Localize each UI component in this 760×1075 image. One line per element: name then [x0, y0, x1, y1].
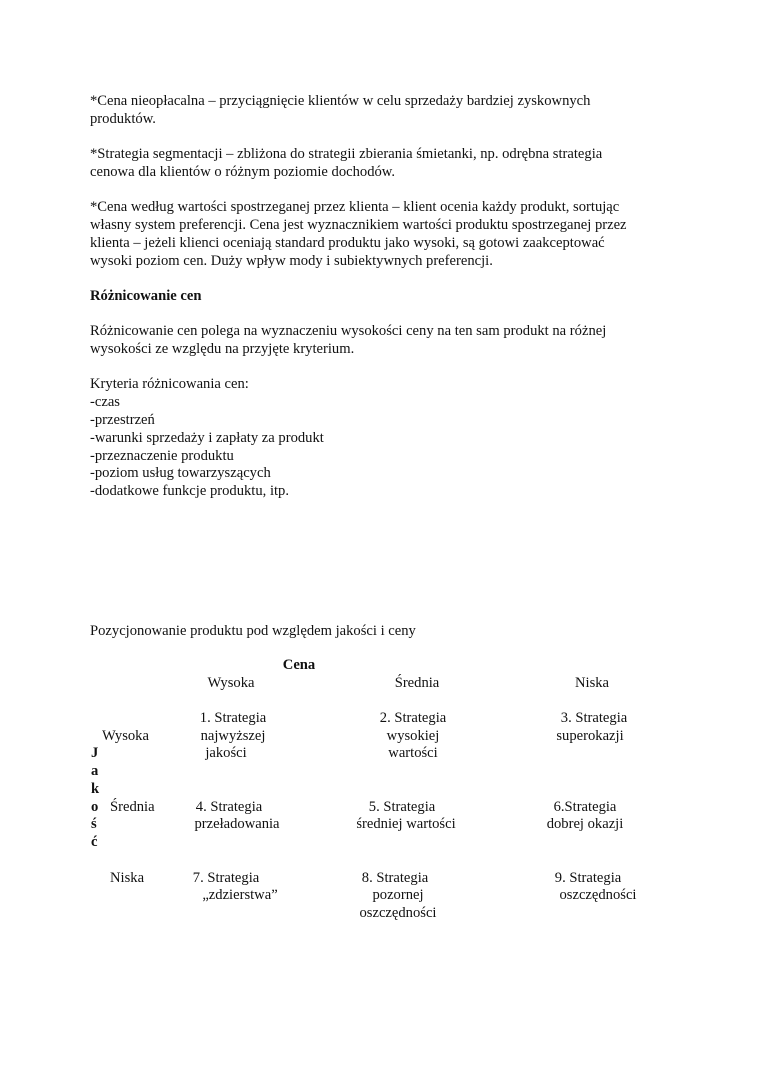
quality-level-low: Niska	[110, 870, 145, 886]
definition-line: Różnicowanie cen polega na wyznaczeniu wysokości ceny na ten sam produkt na różnej	[90, 323, 607, 339]
cell-line: oszczędności	[559, 887, 637, 903]
cell-line: „zdzierstwa”	[202, 887, 278, 903]
paragraph-line: własny system preferencji. Cena jest wyznacznikiem wartości produktu spostrzeganej przez	[90, 217, 627, 233]
price-level-low: Niska	[574, 675, 610, 691]
quality-axis-letter: J	[91, 745, 99, 761]
cell-line: jakości	[205, 745, 247, 761]
cell-line: wysokiej	[386, 728, 440, 744]
cell-line: dobrej okazji	[546, 816, 624, 832]
section-heading: Różnicowanie cen	[90, 288, 202, 304]
criteria-item: -przestrzeń	[90, 412, 155, 428]
paragraph-line: *Cena nieopłacalna – przyciągnięcie klientów w celu sprzedaży bardziej zyskownych	[90, 93, 591, 109]
quality-level-medium: Średnia	[110, 799, 155, 815]
cell-line: pozornej	[372, 887, 424, 903]
cell-line: przeładowania	[194, 816, 280, 832]
cell-line: średniej wartości	[356, 816, 456, 832]
criteria-item: -poziom usług towarzyszących	[90, 465, 271, 481]
paragraph-line: wysoki poziom cen. Duży wpływ mody i subiektywnych preferencji.	[90, 253, 493, 269]
cell-line: superokazji	[556, 728, 624, 744]
criteria-item: -warunki sprzedaży i zapłaty za produkt	[90, 430, 324, 446]
price-level-medium: Średnia	[394, 675, 440, 691]
cell-line: 8. Strategia	[361, 870, 429, 886]
quality-axis-letter: k	[91, 781, 100, 797]
cell-line: 7. Strategia	[192, 870, 260, 886]
paragraph-line: *Cena według wartości spostrzeganej przez klienta – klient ocenia każdy produkt, sortując	[90, 199, 620, 215]
criteria-item: -dodatkowe funkcje produktu, itp.	[90, 483, 289, 499]
paragraph-line: klienta – jeżeli klienci oceniają standard produktu jako wysoki, są gotowi zaakceptować	[90, 235, 605, 251]
cell-line: 5. Strategia	[368, 799, 436, 815]
cell-line: 4. Strategia	[195, 799, 263, 815]
cell-line: najwyższej	[200, 728, 266, 744]
cell-line: wartości	[388, 745, 438, 761]
paragraph-line: cenowa dla klientów o różnym poziomie dochodów.	[90, 164, 396, 180]
quality-axis-letter: a	[91, 763, 99, 779]
cell-line: 1. Strategia	[199, 710, 267, 726]
quality-axis-letter: ś	[91, 816, 97, 832]
matrix-title: Pozycjonowanie produktu pod względem jakości i ceny	[90, 623, 416, 639]
criteria-item: -przeznaczenie produktu	[90, 448, 234, 464]
quality-axis-letter: o	[91, 799, 99, 815]
price-axis-label: Cena	[282, 657, 316, 673]
paragraph-line: produktów.	[90, 111, 156, 127]
criteria-title: Kryteria różnicowania cen:	[90, 376, 249, 392]
paragraph-line: *Strategia segmentacji – zbliżona do strategii zbierania śmietanki, np. odrębna strategia	[90, 146, 603, 162]
definition-line: wysokości ze względu na przyjęte kryterium.	[90, 341, 355, 357]
cell-line: 9. Strategia	[554, 870, 622, 886]
price-level-high: Wysoka	[207, 675, 255, 691]
quality-level-high: Wysoka	[102, 728, 149, 744]
cell-line: oszczędności	[359, 905, 437, 921]
quality-axis-letter: ć	[91, 834, 98, 850]
cell-line: 2. Strategia	[379, 710, 447, 726]
cell-line: 6.Strategia	[553, 799, 617, 815]
criteria-item: -czas	[90, 394, 120, 410]
cell-line: 3. Strategia	[560, 710, 628, 726]
